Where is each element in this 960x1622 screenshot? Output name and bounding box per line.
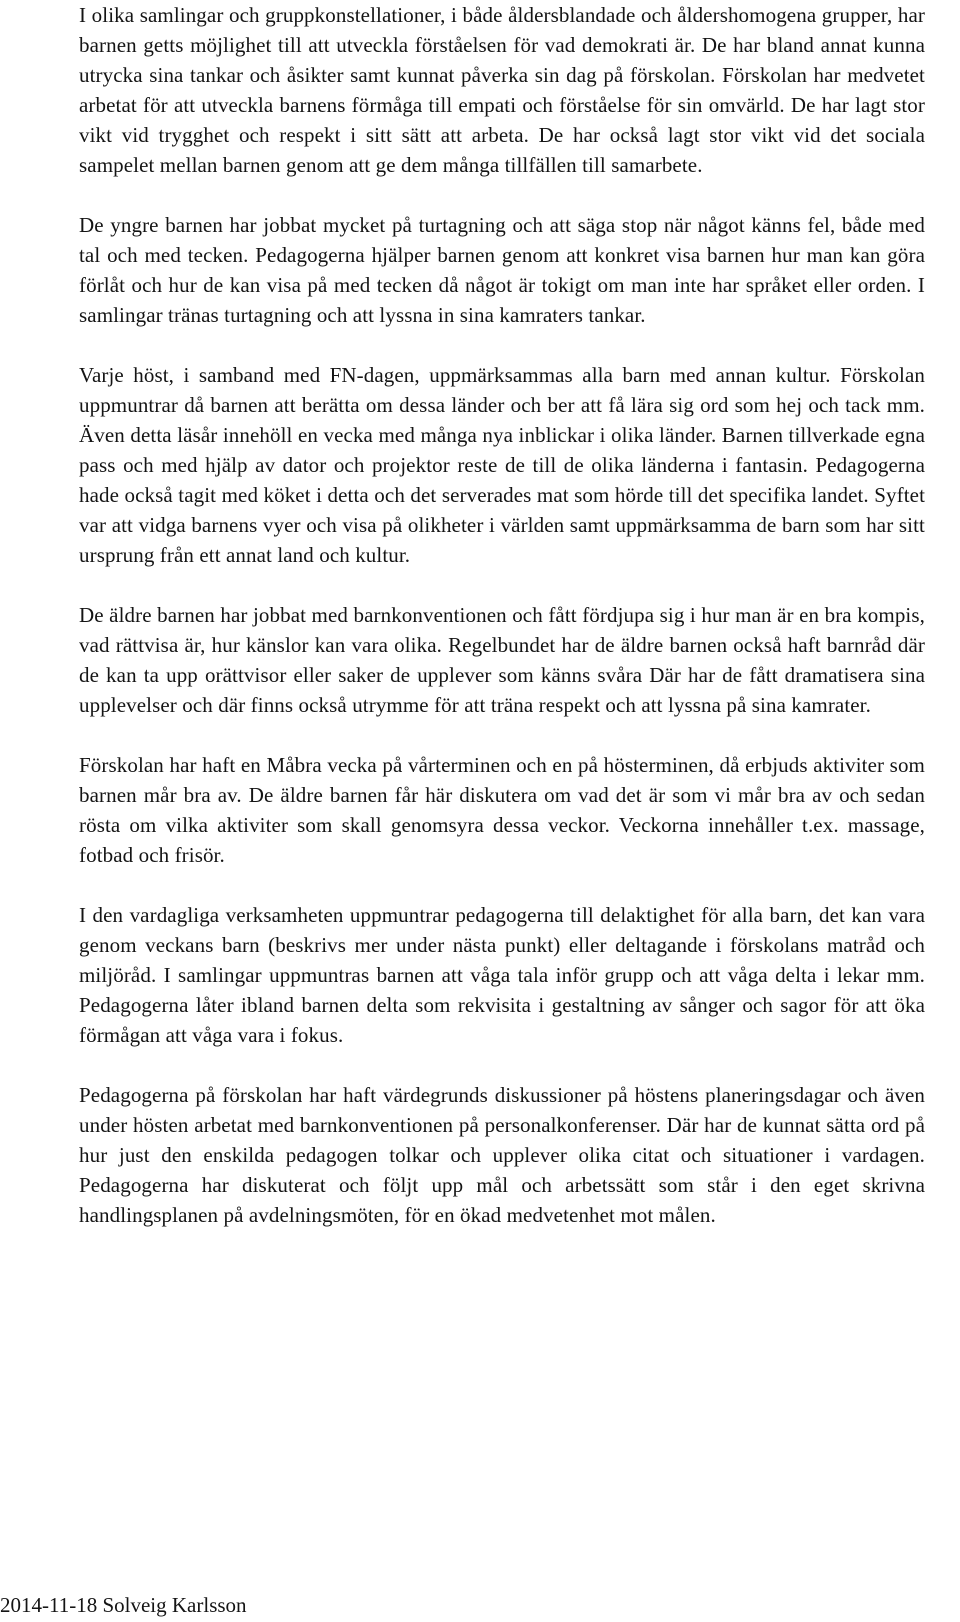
document-body [79, 0, 925, 1230]
paragraph-values-discussions: Pedagogerna på förskolan har haft värdegrunds diskussioner på höstens planeringsdagar och även under hösten arbetat med barnkonventionen på personalkonferenser. Där har de kunnat sätta ord på hur just den enskilda pedagogen tolkar och upplever olika citat och situationer i vardagen. Pedagogerna har diskuterat och följt upp mål och arbetssätt som står i den eget skrivna handlingsplanen på avdelningsmöten, för en ökad medvetenhet mot målen. [79, 1083, 925, 1227]
paragraph-un-day: Varje höst, i samband med FN-dagen, uppmärksammas alla barn med annan kultur. Förskolan uppmuntrar då barnen att berätta om dessa länder och ber att få lära sig ord som hej och tack mm. Även detta läsår innehöll en vecka med många nya inblickar i olika länder. Barnen tillverkade egna pass och med hjälp av dator och projektor reste de till de olika länderna i fantasin. Pedagogerna hade också tagit med köket i detta och det serverades mat som hörde till det specifika landet. Syftet var att vidga barnens vyer och visa på olikheter i världen samt uppmärksamma de barn som har sitt ursprung från ett annat land och kultur. [79, 363, 925, 567]
paragraph-older-children: De äldre barnen har jobbat med barnkonventionen och fått fördjupa sig i hur man är en bra kompis, vad rättvisa är, hur känslor kan vara olika. Regelbundet har de äldre barnen också haft barnråd där de kan ta upp orättvisor eller saker de upplever som känns svåra Där har de fått dramatisera sina upplevelser och där finns också utrymme för att träna respekt och att lyssna på sina kamrater. [79, 603, 925, 717]
paragraph-younger-children: De yngre barnen har jobbat mycket på turtagning och att säga stop när något känns fel, både med tal och med tecken. Pedagogerna hjälper barnen genom att konkret visa barnen hur man kan göra förlåt och hur de kan visa på med tecken då något är tokigt om man inte har språket eller orden. I samlingar tränas turtagning och att lyssna in sina kamraters tankar. [79, 213, 925, 327]
paragraph-everyday-participation: I den vardagliga verksamheten uppmuntrar pedagogerna till delaktighet för alla barn, det kan vara genom veckans barn (beskrivs mer under nästa punkt) eller deltagande i förskolans matråd och miljöråd. I samlingar uppmuntras barnen att våga tala inför grupp och att våga delta i lekar mm. Pedagogerna låter ibland barnen delta som rekvisita i gestaltning av sånger och sagor för att öka förmågan att våga vara i fokus. [79, 903, 925, 1047]
page-footer: 2014-11-18 Solveig Karlsson [0, 1593, 247, 1617]
paragraph-wellbeing-week: Förskolan har haft en Måbra vecka på vårterminen och en på hösterminen, då erbjuds aktiviter som barnen mår bra av. De äldre barnen får här diskutera om vad det är som vi mår bra av och sedan rösta om vilka aktiviter som skall genomsyra dessa veckor. Veckorna innehåller t.ex. massage, fotbad och frisör. [79, 753, 925, 867]
paragraph-democracy: I olika samlingar och gruppkonstellationer, i både åldersblandade och åldershomogena grupper, har barnen getts möjlighet till att utveckla förståelsen för vad demokrati är. De har bland annat kunna utrycka sina tankar och åsikter samt kunnat påverka sin dag på förskolan. Förskolan har medvetet arbetat för att utveckla barnens förmåga till empati och förståelse för sin omvärld. De har lagt stor vikt vid trygghet och respekt i sitt sätt att arbeta. De har också lagt stor vikt vid det sociala sampelet mellan barnen genom att ge dem många tillfällen till samarbete. [79, 3, 925, 177]
